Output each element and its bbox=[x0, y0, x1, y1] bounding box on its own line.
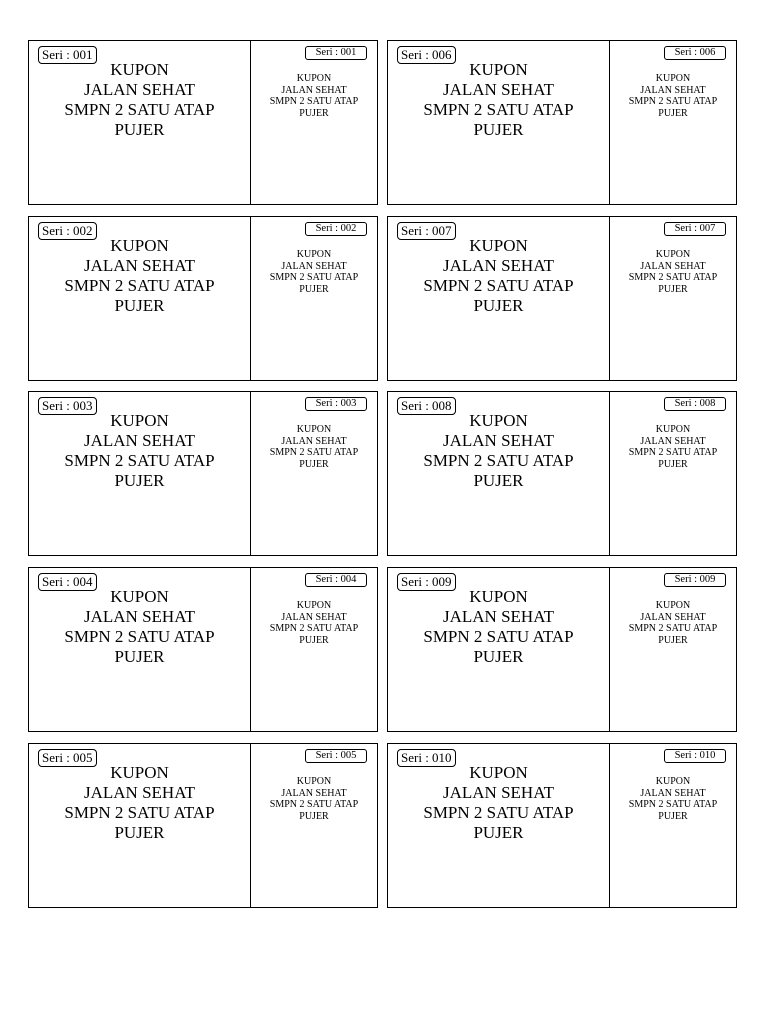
stub-title-line-school: SMPN 2 SATU ATAP bbox=[269, 272, 359, 283]
coupon-main-section bbox=[388, 41, 610, 204]
coupon-tear-stub bbox=[610, 568, 736, 731]
stub-title-line-location: PUJER bbox=[658, 283, 688, 295]
coupon-tear-stub bbox=[251, 217, 377, 380]
coupon-title-line-location: PUJER bbox=[473, 120, 524, 139]
stub-title-line-location: PUJER bbox=[658, 634, 688, 646]
stub-title-line-school: SMPN 2 SATU ATAP bbox=[628, 447, 718, 458]
coupon-title bbox=[29, 236, 250, 316]
coupon-title-line-event: JALAN SEHAT bbox=[443, 80, 554, 99]
coupon-tear-stub bbox=[610, 217, 736, 380]
coupon-title-line-event: JALAN SEHAT bbox=[84, 431, 195, 450]
coupon-title-line-location: PUJER bbox=[114, 296, 165, 315]
coupon-title-line-location: PUJER bbox=[473, 647, 524, 666]
coupon-title-line-school: SMPN 2 SATU ATAP bbox=[64, 451, 215, 470]
stub-title-line-location: PUJER bbox=[299, 634, 329, 646]
coupon-card bbox=[387, 40, 737, 205]
stub-title-line-event: JALAN SEHAT bbox=[640, 260, 706, 272]
coupon-title-line-kupon: KUPON bbox=[110, 763, 169, 782]
coupon-title-line-event: JALAN SEHAT bbox=[84, 607, 195, 626]
stub-serial-number-label: Seri : 007 bbox=[664, 222, 726, 236]
coupon-tear-stub bbox=[251, 41, 377, 204]
stub-title-line-kupon: KUPON bbox=[296, 249, 332, 260]
stub-title-line-location: PUJER bbox=[299, 810, 329, 822]
coupon-title-line-school: SMPN 2 SATU ATAP bbox=[423, 451, 574, 470]
coupon-card bbox=[28, 743, 378, 908]
coupon-title bbox=[29, 587, 250, 667]
stub-serial-number-label: Seri : 010 bbox=[664, 749, 726, 763]
stub-serial-number-label: Seri : 008 bbox=[664, 397, 726, 411]
stub-title-line-location: PUJER bbox=[658, 458, 688, 470]
coupon-title bbox=[388, 763, 609, 843]
stub-title-line-school: SMPN 2 SATU ATAP bbox=[269, 96, 359, 107]
coupon-title-line-location: PUJER bbox=[114, 823, 165, 842]
coupon-title-line-school: SMPN 2 SATU ATAP bbox=[64, 803, 215, 822]
coupon-card bbox=[387, 391, 737, 556]
stub-title-line-school: SMPN 2 SATU ATAP bbox=[269, 447, 359, 458]
coupon-title-line-kupon: KUPON bbox=[110, 236, 169, 255]
stub-title-line-kupon: KUPON bbox=[655, 776, 691, 787]
serial-number-label: Seri : 006 bbox=[397, 46, 456, 64]
stub-title-line-event: JALAN SEHAT bbox=[281, 84, 347, 96]
coupon-tear-stub bbox=[610, 41, 736, 204]
coupon-main-section bbox=[29, 744, 251, 907]
coupon-title-line-location: PUJER bbox=[473, 471, 524, 490]
stub-title-line-event: JALAN SEHAT bbox=[281, 435, 347, 447]
coupon-title-line-school: SMPN 2 SATU ATAP bbox=[64, 100, 215, 119]
coupon-title-line-kupon: KUPON bbox=[469, 587, 528, 606]
serial-number-label: Seri : 001 bbox=[38, 46, 97, 64]
serial-number-label: Seri : 009 bbox=[397, 573, 456, 591]
serial-number-label: Seri : 002 bbox=[38, 222, 97, 240]
stub-title-line-location: PUJER bbox=[299, 283, 329, 295]
stub-title bbox=[251, 600, 377, 646]
coupon-title bbox=[29, 763, 250, 843]
stub-title bbox=[251, 424, 377, 470]
stub-title-line-event: JALAN SEHAT bbox=[640, 84, 706, 96]
coupon-main-section bbox=[29, 41, 251, 204]
coupon-title-line-kupon: KUPON bbox=[469, 763, 528, 782]
coupon-main-section bbox=[388, 568, 610, 731]
coupon-title-line-kupon: KUPON bbox=[469, 236, 528, 255]
coupon-card bbox=[28, 567, 378, 732]
stub-title bbox=[610, 776, 736, 822]
coupon-title-line-school: SMPN 2 SATU ATAP bbox=[64, 276, 215, 295]
serial-number-label: Seri : 004 bbox=[38, 573, 97, 591]
coupon-title-line-kupon: KUPON bbox=[110, 60, 169, 79]
coupon-title-line-event: JALAN SEHAT bbox=[443, 256, 554, 275]
coupon-title bbox=[29, 411, 250, 491]
stub-title-line-school: SMPN 2 SATU ATAP bbox=[269, 623, 359, 634]
coupon-main-section bbox=[388, 744, 610, 907]
stub-title bbox=[251, 73, 377, 119]
stub-title-line-school: SMPN 2 SATU ATAP bbox=[628, 272, 718, 283]
coupon-title-line-school: SMPN 2 SATU ATAP bbox=[423, 803, 574, 822]
coupon-title-line-kupon: KUPON bbox=[469, 411, 528, 430]
stub-title-line-kupon: KUPON bbox=[655, 600, 691, 611]
stub-title-line-location: PUJER bbox=[299, 107, 329, 119]
stub-title bbox=[251, 776, 377, 822]
stub-title-line-event: JALAN SEHAT bbox=[640, 787, 706, 799]
stub-title-line-school: SMPN 2 SATU ATAP bbox=[628, 96, 718, 107]
stub-title bbox=[610, 249, 736, 295]
coupon-card bbox=[387, 743, 737, 908]
coupon-title-line-event: JALAN SEHAT bbox=[84, 783, 195, 802]
coupon-title-line-location: PUJER bbox=[114, 120, 165, 139]
coupon-title-line-location: PUJER bbox=[114, 647, 165, 666]
stub-title-line-event: JALAN SEHAT bbox=[281, 611, 347, 623]
stub-title-line-event: JALAN SEHAT bbox=[640, 611, 706, 623]
coupon-tear-stub bbox=[610, 392, 736, 555]
serial-number-label: Seri : 003 bbox=[38, 397, 97, 415]
coupon-tear-stub bbox=[251, 568, 377, 731]
stub-title-line-kupon: KUPON bbox=[655, 73, 691, 84]
coupon-tear-stub bbox=[610, 744, 736, 907]
coupon-title-line-event: JALAN SEHAT bbox=[443, 783, 554, 802]
stub-title-line-event: JALAN SEHAT bbox=[281, 260, 347, 272]
coupon-main-section bbox=[388, 217, 610, 380]
coupon-title-line-event: JALAN SEHAT bbox=[84, 80, 195, 99]
coupon-title-line-event: JALAN SEHAT bbox=[443, 607, 554, 626]
coupon-title bbox=[388, 60, 609, 140]
coupon-title-line-kupon: KUPON bbox=[110, 587, 169, 606]
serial-number-label: Seri : 010 bbox=[397, 749, 456, 767]
stub-title-line-school: SMPN 2 SATU ATAP bbox=[269, 799, 359, 810]
coupon-card bbox=[387, 216, 737, 381]
serial-number-label: Seri : 005 bbox=[38, 749, 97, 767]
stub-title-line-school: SMPN 2 SATU ATAP bbox=[628, 799, 718, 810]
stub-title-line-kupon: KUPON bbox=[655, 424, 691, 435]
stub-title-line-event: JALAN SEHAT bbox=[640, 435, 706, 447]
coupon-title-line-location: PUJER bbox=[473, 296, 524, 315]
coupon-title-line-school: SMPN 2 SATU ATAP bbox=[423, 100, 574, 119]
stub-title-line-kupon: KUPON bbox=[296, 73, 332, 84]
coupon-title-line-location: PUJER bbox=[114, 471, 165, 490]
stub-title-line-event: JALAN SEHAT bbox=[281, 787, 347, 799]
stub-serial-number-label: Seri : 005 bbox=[305, 749, 367, 763]
coupon-title-line-event: JALAN SEHAT bbox=[84, 256, 195, 275]
coupon-card bbox=[28, 40, 378, 205]
stub-title-line-kupon: KUPON bbox=[296, 424, 332, 435]
coupon-main-section bbox=[388, 392, 610, 555]
stub-serial-number-label: Seri : 003 bbox=[305, 397, 367, 411]
serial-number-label: Seri : 008 bbox=[397, 397, 456, 415]
stub-title bbox=[251, 249, 377, 295]
coupon-title bbox=[29, 60, 250, 140]
stub-title bbox=[610, 600, 736, 646]
stub-serial-number-label: Seri : 009 bbox=[664, 573, 726, 587]
stub-title bbox=[610, 73, 736, 119]
coupon-title-line-kupon: KUPON bbox=[469, 60, 528, 79]
stub-title-line-kupon: KUPON bbox=[296, 776, 332, 787]
coupon-title bbox=[388, 411, 609, 491]
coupon-title-line-school: SMPN 2 SATU ATAP bbox=[423, 627, 574, 646]
coupon-title-line-school: SMPN 2 SATU ATAP bbox=[423, 276, 574, 295]
coupon-main-section bbox=[29, 217, 251, 380]
coupon-title-line-school: SMPN 2 SATU ATAP bbox=[64, 627, 215, 646]
coupon-title-line-kupon: KUPON bbox=[110, 411, 169, 430]
coupon-title-line-location: PUJER bbox=[473, 823, 524, 842]
coupon-title-line-event: JALAN SEHAT bbox=[443, 431, 554, 450]
coupon-card bbox=[28, 391, 378, 556]
serial-number-label: Seri : 007 bbox=[397, 222, 456, 240]
coupon-title bbox=[388, 587, 609, 667]
coupon-card bbox=[28, 216, 378, 381]
stub-serial-number-label: Seri : 001 bbox=[305, 46, 367, 60]
stub-title-line-location: PUJER bbox=[658, 810, 688, 822]
stub-serial-number-label: Seri : 002 bbox=[305, 222, 367, 236]
coupon-tear-stub bbox=[251, 744, 377, 907]
stub-title-line-school: SMPN 2 SATU ATAP bbox=[628, 623, 718, 634]
coupon-card bbox=[387, 567, 737, 732]
stub-title bbox=[610, 424, 736, 470]
stub-serial-number-label: Seri : 006 bbox=[664, 46, 726, 60]
coupon-main-section bbox=[29, 568, 251, 731]
coupon-main-section bbox=[29, 392, 251, 555]
coupon-title bbox=[388, 236, 609, 316]
stub-title-line-kupon: KUPON bbox=[655, 249, 691, 260]
stub-title-line-location: PUJER bbox=[658, 107, 688, 119]
stub-serial-number-label: Seri : 004 bbox=[305, 573, 367, 587]
stub-title-line-kupon: KUPON bbox=[296, 600, 332, 611]
stub-title-line-location: PUJER bbox=[299, 458, 329, 470]
coupon-tear-stub bbox=[251, 392, 377, 555]
